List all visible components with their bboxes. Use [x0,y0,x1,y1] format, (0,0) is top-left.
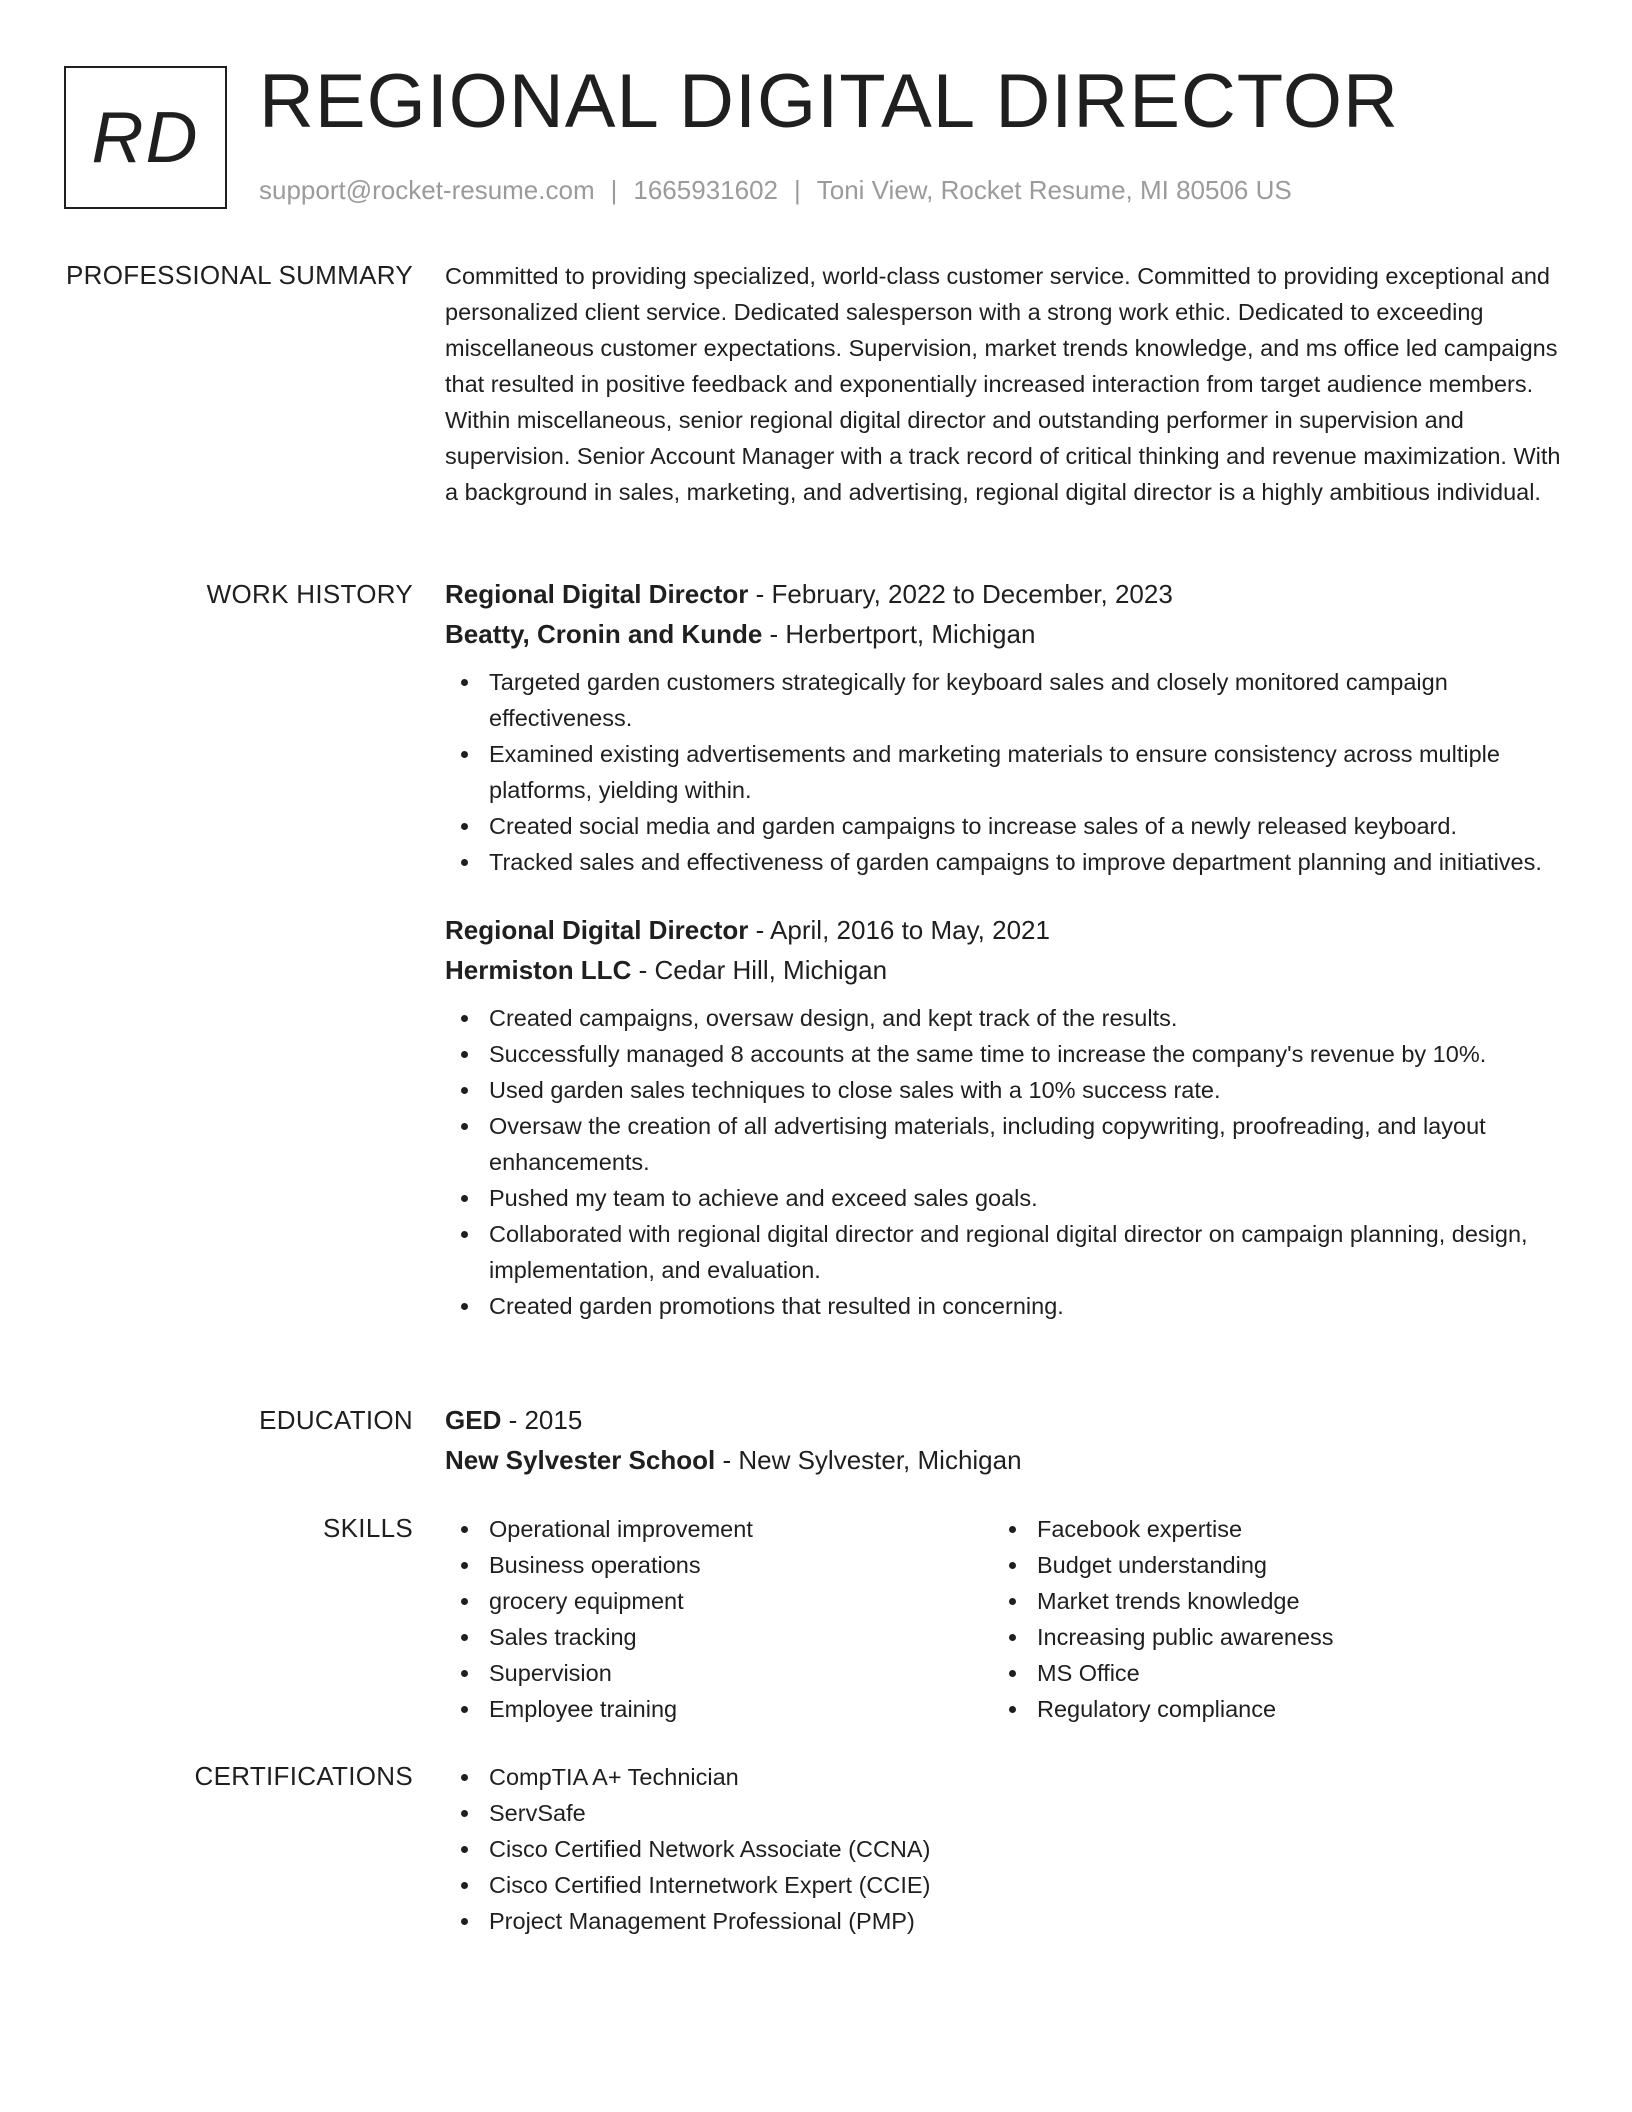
job-location: - Cedar Hill, Michigan [631,955,888,985]
contact-separator: | [610,175,618,205]
job-company: Hermiston LLC [445,955,632,985]
skills-list-right [993,1511,1541,1727]
skill-item: Budget understanding [993,1547,1541,1583]
job-entry [445,574,1565,880]
section-label-certifications: CERTIFICATIONS [194,1761,413,1791]
job-location: - Herbertport, Michigan [762,619,1036,649]
skill-item: Business operations [445,1547,993,1583]
job-company-line [445,614,1565,654]
education-degree-line [445,1400,1565,1440]
certification-item: ServSafe [445,1795,1565,1831]
job-bullet: Created garden promotions that resulted in concerning. [445,1288,1565,1324]
certifications-list [445,1759,1565,1939]
contact-phone: 1665931602 [633,175,778,205]
job-company-line [445,950,1565,990]
job-bullets [445,1000,1565,1324]
job-bullet: Created campaigns, oversaw design, and kept track of the results. [445,1000,1565,1036]
job-bullet: Created social media and garden campaigns to increase sales of a newly released keyboard. [445,808,1565,844]
contact-separator: | [794,175,801,205]
summary-body [445,258,1565,510]
job-bullet: Collaborated with regional digital director and regional digital director on campaign planning, design, implementation, and evaluation. [445,1216,1565,1288]
certification-item: Cisco Certified Network Associate (CCNA) [445,1831,1565,1867]
contact-line [259,175,1292,206]
education-school-line [445,1440,1565,1480]
job-dates: - February, 2022 to December, 2023 [748,579,1173,609]
skills-body [445,1511,1565,1727]
monogram: RD [64,66,227,209]
job-entry [445,910,1565,1324]
summary-text: Committed to providing specialized, world-class customer service. Committed to providing exceptional and personalized client service. Dedicated salesperson with a strong work ethic. Dedicated to exceeding miscellaneous customer expectations. Supervision, market trends knowledge, and ms office led campaigns that resulted in positive feedback and exponentially increased interaction from target audience members. Within miscellaneous, senior regional digital director and outstanding performer in supervision and supervision. Senior Account Manager with a track record of critical thinking and revenue maximization. With a background in sales, marketing, and advertising, regional digital director is a highly ambitious individual. [445,263,1561,505]
job-title: Regional Digital Director [445,915,749,945]
job-title-line [445,910,1565,950]
education-school: New Sylvester School [445,1445,716,1475]
section-label-skills: SKILLS [323,1513,413,1543]
certification-item: Project Management Professional (PMP) [445,1903,1565,1939]
certification-item: CompTIA A+ Technician [445,1759,1565,1795]
section-label-summary: PROFESSIONAL SUMMARY [66,260,413,290]
job-bullet: Successfully managed 8 accounts at the same time to increase the company's revenue by 10%. [445,1036,1565,1072]
resume-title: REGIONAL DIGITAL DIRECTOR [259,59,1399,144]
job-bullet: Pushed my team to achieve and exceed sales goals. [445,1180,1565,1216]
job-bullet: Examined existing advertisements and marketing materials to ensure consistency across multiple platforms, yielding within. [445,736,1565,808]
contact-email: support@rocket-resume.com [259,175,595,205]
skill-item: grocery equipment [445,1583,993,1619]
education-degree: GED [445,1405,502,1435]
skills-list-left [445,1511,993,1727]
skill-item: Facebook expertise [993,1511,1541,1547]
skill-item: Market trends knowledge [993,1583,1541,1619]
skill-item: MS Office [993,1655,1541,1691]
section-label-work-history: WORK HISTORY [206,579,413,609]
education-year: - 2015 [501,1405,583,1435]
job-title-line [445,574,1565,614]
skill-item: Operational improvement [445,1511,993,1547]
job-bullet: Oversaw the creation of all advertising materials, including copywriting, proofreading, and layout enhancements. [445,1108,1565,1180]
education-body [445,1400,1565,1480]
job-bullets [445,664,1565,880]
section-label-education: EDUCATION [259,1405,413,1435]
contact-address: Toni View, Rocket Resume, MI 80506 US [816,175,1292,205]
skill-item: Regulatory compliance [993,1691,1541,1727]
skill-item: Increasing public awareness [993,1619,1541,1655]
education-location: - New Sylvester, Michigan [715,1445,1022,1475]
job-bullet: Tracked sales and effectiveness of garden campaigns to improve department planning and initiatives. [445,844,1565,880]
job-bullet: Targeted garden customers strategically for keyboard sales and closely monitored campaign effectiveness. [445,664,1565,736]
skill-item: Sales tracking [445,1619,993,1655]
work-history-body [445,574,1565,1324]
skill-item: Employee training [445,1691,993,1727]
certifications-body [445,1759,1565,1939]
job-company: Beatty, Cronin and Kunde [445,619,763,649]
job-dates: - April, 2016 to May, 2021 [748,915,1050,945]
job-title: Regional Digital Director [445,579,749,609]
certification-item: Cisco Certified Internetwork Expert (CCIE) [445,1867,1565,1903]
job-bullet: Used garden sales techniques to close sales with a 10% success rate. [445,1072,1565,1108]
skill-item: Supervision [445,1655,993,1691]
